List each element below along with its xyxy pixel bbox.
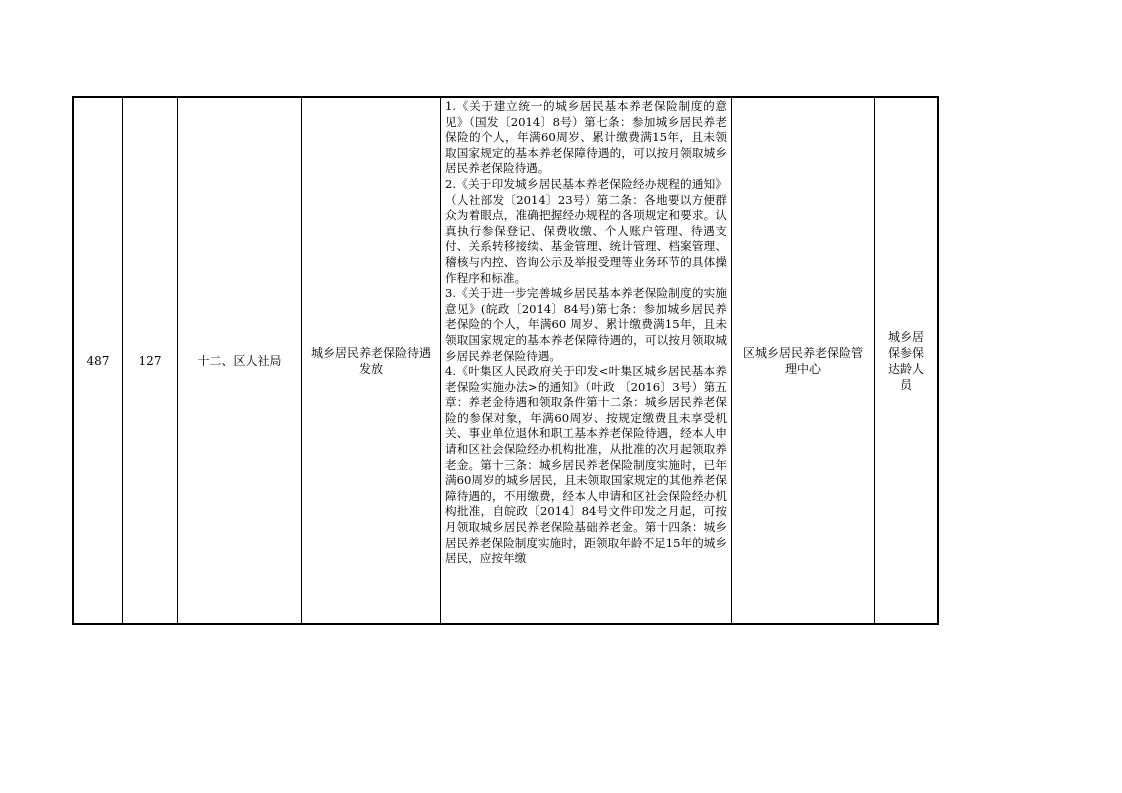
basis-paragraph-1: 1.《关于建立统一的城乡居民基本养老保险制度的意见》（国发〔2014〕8号）第七条：参加城乡居民养老保险的个人，年满60周岁、累计缴费满15年，且未领取国家规定的基本养老保障待遇的，可以按月领取城乡居民养老保险待遇。	[445, 99, 727, 176]
department-cell: 十二、区人社局	[178, 98, 302, 623]
target-group-cell: 城乡居保参保达龄人员	[887, 329, 924, 392]
basis-paragraph-4: 4.《叶集区人民政府关于印发<叶集区城乡居民基本养老保险实施办法>的通知》（叶政 〔2016〕3号）第五章：养老金待遇和领取条件第十二条：城乡居民养老保险的参保对象，年满60周岁、按规定缴费且未享受机关、事业单位退休和职工基本养老保险待遇，经本人申请和区社会保险经办机构批准，从批准的次月起领取养老金。第十三条：城乡居民养老保险制度实施时，已年满60周岁的城乡居民，且未领取国家规定的其他养老保障待遇的，不用缴费，经本人申请和区社会保险经办机构批准，自皖政〔2014〕84号文件印发之月起，可按月领取城乡居民养老保险基础养老金。第十四条：城乡居民养老保险制度实施时，距领取年龄不足15年的城乡居民，应按年缴	[445, 364, 727, 566]
basis-paragraph-2: 2.《关于印发城乡居民基本养老保险经办规程的通知》（人社部发〔2014〕23号）第二条：各地要以方便群众为着眼点，准确把握经办规程的各项规定和要求。认真执行参保登记、保费收缴、个人账户管理、待遇支付、关系转移接续、基金管理、统计管理、档案管理、稽核与内控、咨询公示及举报受理等业务环节的具体操作程序和标准。	[445, 176, 727, 285]
matters-table-row	[72, 96, 939, 625]
item-name-cell: 城乡居民养老保险待遇发放	[302, 98, 441, 623]
number-cell: 127	[123, 98, 178, 623]
legal-basis-cell	[441, 98, 732, 623]
basis-paragraph-3: 3.《关于进一步完善城乡居民基本养老保险制度的实施意见》(皖政〔2014〕84号)第七条：参加城乡居民养老保险的个人，年满60 周岁、累计缴费满15年，且未领取国家规定的基本养老保障待遇的，可以按月领取城乡居民养老保险待遇。	[445, 286, 727, 363]
seq-cell: 487	[74, 98, 123, 623]
responsible-unit-cell: 区城乡居民养老保险管理中心	[732, 98, 875, 623]
